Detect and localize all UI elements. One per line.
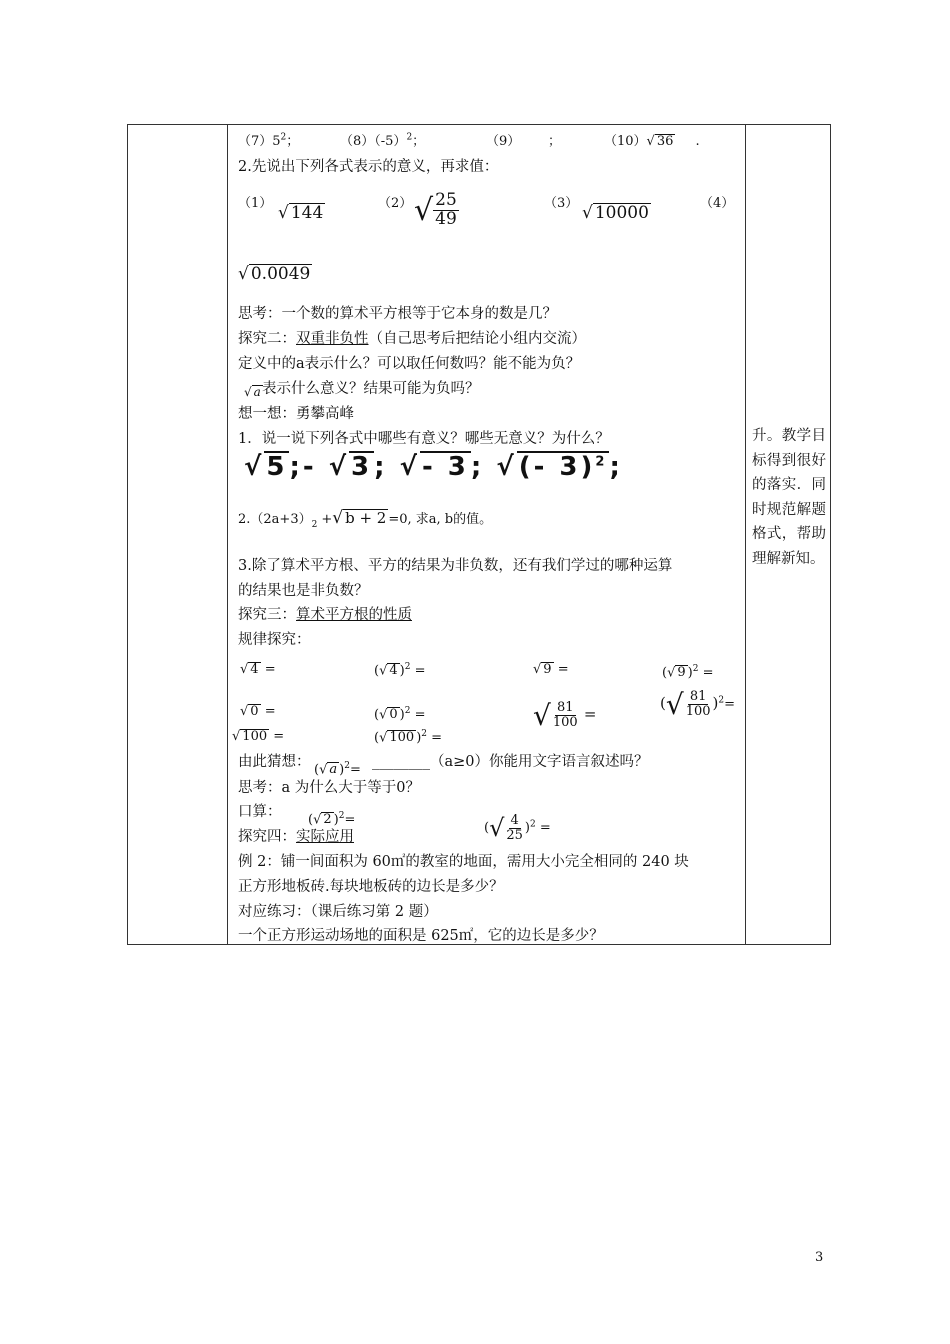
sqrt-81-over-100: √ $\frac{81}{100}$ = — [533, 699, 597, 732]
q2-label-3: （3） — [544, 196, 579, 211]
practice-label: 对应练习：（课后练习第 2 题） — [238, 904, 438, 920]
question-3-line-1: 3.除了算术平方根、平方的结果为非负数，还有我们学过的哪种运算 — [238, 558, 673, 574]
sqrt-2-squared: (√ 2 )$^2$= — [308, 811, 356, 828]
q2-label-1: （1） — [238, 196, 273, 211]
think-climb: 想一想：勇攀高峰 — [238, 406, 354, 422]
sqrt-0-0049: √ 0.0049 — [238, 264, 311, 284]
exercise-item-9: （9） — [486, 134, 521, 149]
sqrt-10000: √ 10000 — [582, 203, 649, 223]
sqrt-a-symbol: √ a — [244, 385, 261, 399]
sqrt-144: √ 144 — [278, 203, 324, 223]
sqrt-4-squared: (√ 4 )$^2$ = — [374, 662, 426, 679]
table-border — [127, 124, 831, 945]
sqrt-4-over-25-squared: (√ $\frac{4}{25}$ )$^2$ = — [484, 813, 551, 843]
pattern-explore-label: 规律探究： — [238, 632, 311, 648]
sqrt-0-squared: (√ 0 )$^2$ = — [374, 706, 426, 723]
sqrt-25-over-49: √ $\frac{25}{49}$ — [414, 190, 457, 229]
think-question-1: 思考：一个数的算术平方根等于它本身的数是几？ — [238, 306, 557, 322]
explore-3-heading: 探究三：算术平方根的性质 — [238, 607, 412, 623]
example-2-line-2: 正方形地板砖.每块地板砖的边长是多少？ — [238, 879, 504, 895]
sqrt-100-squared: (√ 100 )$^2$ = — [374, 729, 443, 746]
explore-2-heading: 探究二：双重非负性（自己思考后把结论小组内交流） — [238, 331, 586, 347]
sqrt-9-equals: √ 9 = — [533, 662, 569, 677]
page-number: 3 — [815, 1250, 824, 1265]
sqrt-9-squared: (√ 9 )$^2$ = — [662, 664, 714, 681]
definition-question: 定义中的a表示什么？可以取任何数吗？能不能为负？ — [238, 356, 581, 372]
sqrt-0-equals: √ 0 = — [240, 704, 276, 719]
sqrt-a-squared: (√ a )$^2$= — [314, 761, 361, 778]
think-question-2: 思考：a 为什么大于等于0？ — [238, 780, 420, 796]
sqrt-4-equals: √ 4 = — [240, 662, 276, 677]
practice-question: 一个正方形运动场地的面积是 625㎡，它的边长是多少？ — [238, 928, 604, 944]
column-divider-1 — [227, 124, 228, 945]
teaching-reflection-note: 升。教学目标得到很好的落实．同时规范解题格式，帮助理解新知。 — [752, 428, 826, 567]
example-2-line-1: 例 2：铺一间面积为 60㎡的教室的地面，需用大小完全相同的 240 块 — [238, 854, 689, 870]
question-3-line-2: 的结果也是非负数？ — [238, 583, 369, 599]
question-2-title: 2.先说出下列各式表示的意义，再求值： — [238, 159, 499, 175]
q2-label-2: （2） — [378, 196, 413, 211]
question-1-meaning: 1．说一说下列各式中哪些有意义？哪些无意义？为什么？ — [238, 431, 610, 447]
column-divider-2 — [745, 124, 746, 945]
radical-expressions: √5;- √3; √- 3; √(- 3)$^2$; — [244, 452, 623, 482]
q2-label-4: （4） — [700, 196, 735, 211]
exercise-item-10: （10）√ 36 . — [604, 134, 700, 149]
guess-blank-and-question: ________（a≥0）你能用文字语言叙述吗？ — [372, 754, 649, 770]
explore-4-heading: 探究四：实际应用 — [238, 829, 354, 845]
exercise-row-7-10: $(7)5^2$； — [238, 132, 300, 149]
sqrt-81-over-100-squared: (√ $\frac{81}{100}$ )$^2$= — [660, 688, 736, 721]
sqrt-100-equals: √ 100 = — [232, 729, 285, 744]
exercise-item-8: $(8)(-5)^2$； — [340, 132, 426, 149]
mental-math-label: 口算： — [238, 804, 282, 820]
meaning-question: 表示什么意义？结果可能为负吗？ — [262, 381, 480, 397]
question-2-solve: $2.(2a+3)_2$ +√ b + 2 =0, 求a, b的值。 — [238, 508, 493, 530]
guess-line: 由此猜想： — [238, 754, 311, 770]
exercise-item-9-end: ； — [548, 134, 562, 149]
